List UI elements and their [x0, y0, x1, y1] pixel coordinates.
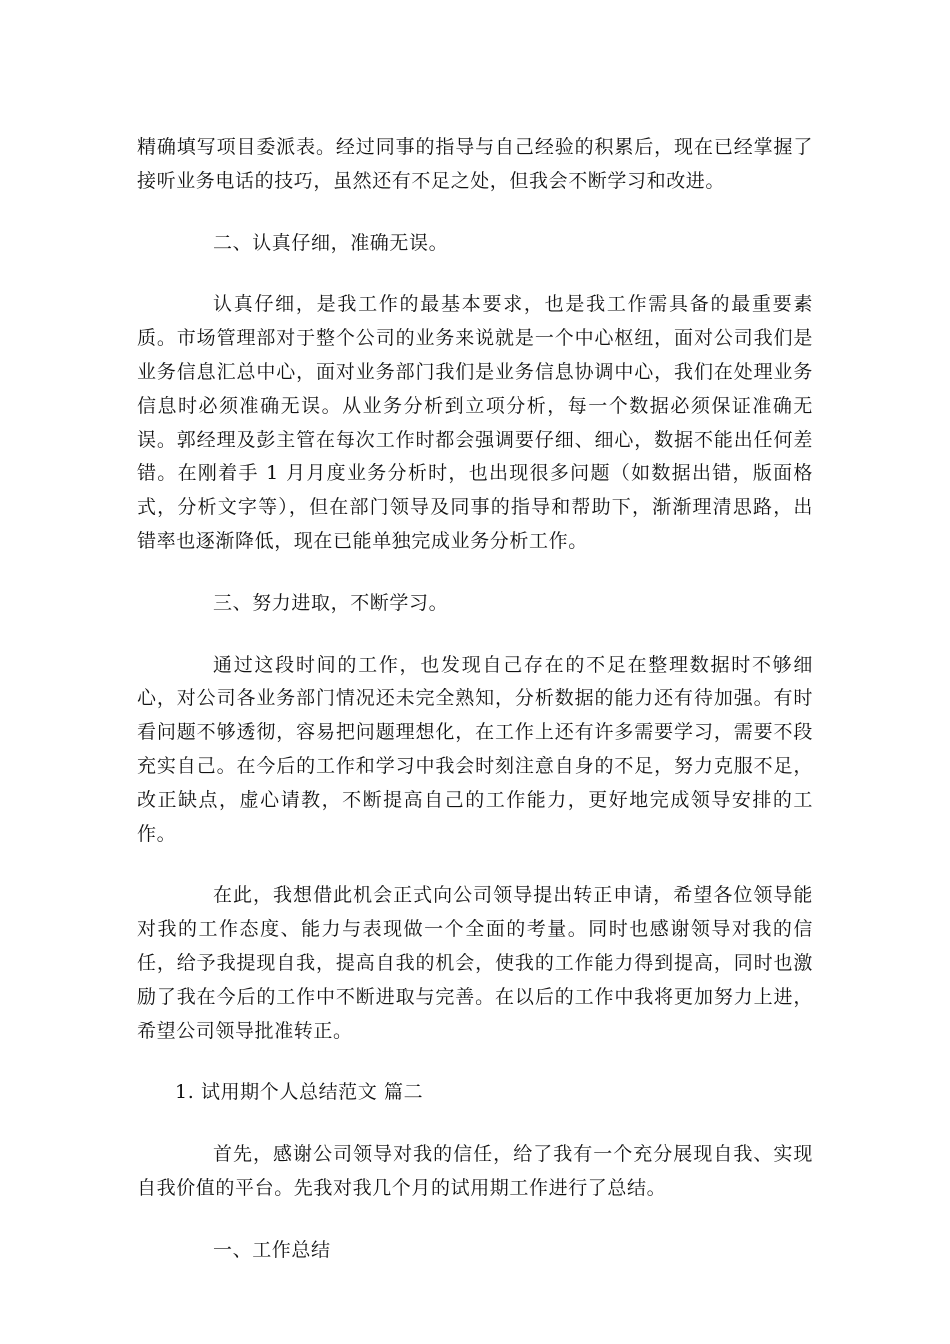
paragraph-application: 在此，我想借此机会正式向公司领导提出转正申请，希望各位领导能对我的工作态度、能力与表现做一个全面的考量。同时也感谢领导对我的信任，给予我提现自我，提高自我的机会，使我的工作能力得到提高，同时也激励了我在今后的工作中不断进取与完善。在以后的工作中我将更加努力上进，希望公司领导批准转正。: [137, 884, 813, 1042]
paragraph-thanks: 首先，感谢公司领导对我的信任，给了我有一个充分展现自我、实现自我价值的平台。先我对我几个月的试用期工作进行了总结。: [137, 1143, 813, 1199]
paragraph-continued: 精确填写项目委派表。经过同事的指导与自己经验的积累后，现在已经掌握了接听业务电话的技巧，虽然还有不足之处，但我会不断学习和改进。: [137, 136, 813, 192]
section-heading-two: 二、认真仔细，准确无误。: [213, 231, 449, 254]
list-heading-article-two: 1. 试用期个人总结范文 篇二: [175, 1081, 424, 1104]
section-heading-three: 三、努力进取，不断学习。: [213, 591, 449, 614]
document-body: [137, 131, 813, 1268]
paragraph-careful: 认真仔细，是我工作的最基本要求，也是我工作需具备的最重要素质。市场管理部对于整个公司的业务来说就是一个中心枢纽，面对公司我们是业务信息汇总中心，面对业务部门我们是业务信息协调中心，我们在处理业务信息时必须准确无误。从业务分析到立项分析，每一个数据必须保证准确无误。郭经理及彭主管在每次工作时都会强调要仔细、细心，数据不能出任何差错。在刚着手 1 月月度业务分析时，也出现很多问题（如数据出错，版面格式，分析文字等），但在部门领导及同事的指导和帮助下，渐渐理清思路，出错率也逐渐降低，现在已能单独完成业务分析工作。: [137, 293, 813, 552]
paragraph-learning: 通过这段时间的工作，也发现自己存在的不足在整理数据时不够细心，对公司各业务部门情况还未完全熟知，分析数据的能力还有待加强。有时看问题不够透彻，容易把问题理想化，在工作上还有许多需要学习，需要不段充实自己。在今后的工作和学习中我会时刻注意自身的不足，努力克服不足，改正缺点，虚心请教，不断提高自己的工作能力，更好地完成领导安排的工作。: [137, 653, 813, 845]
section-heading-one: 一、工作总结: [213, 1238, 331, 1261]
